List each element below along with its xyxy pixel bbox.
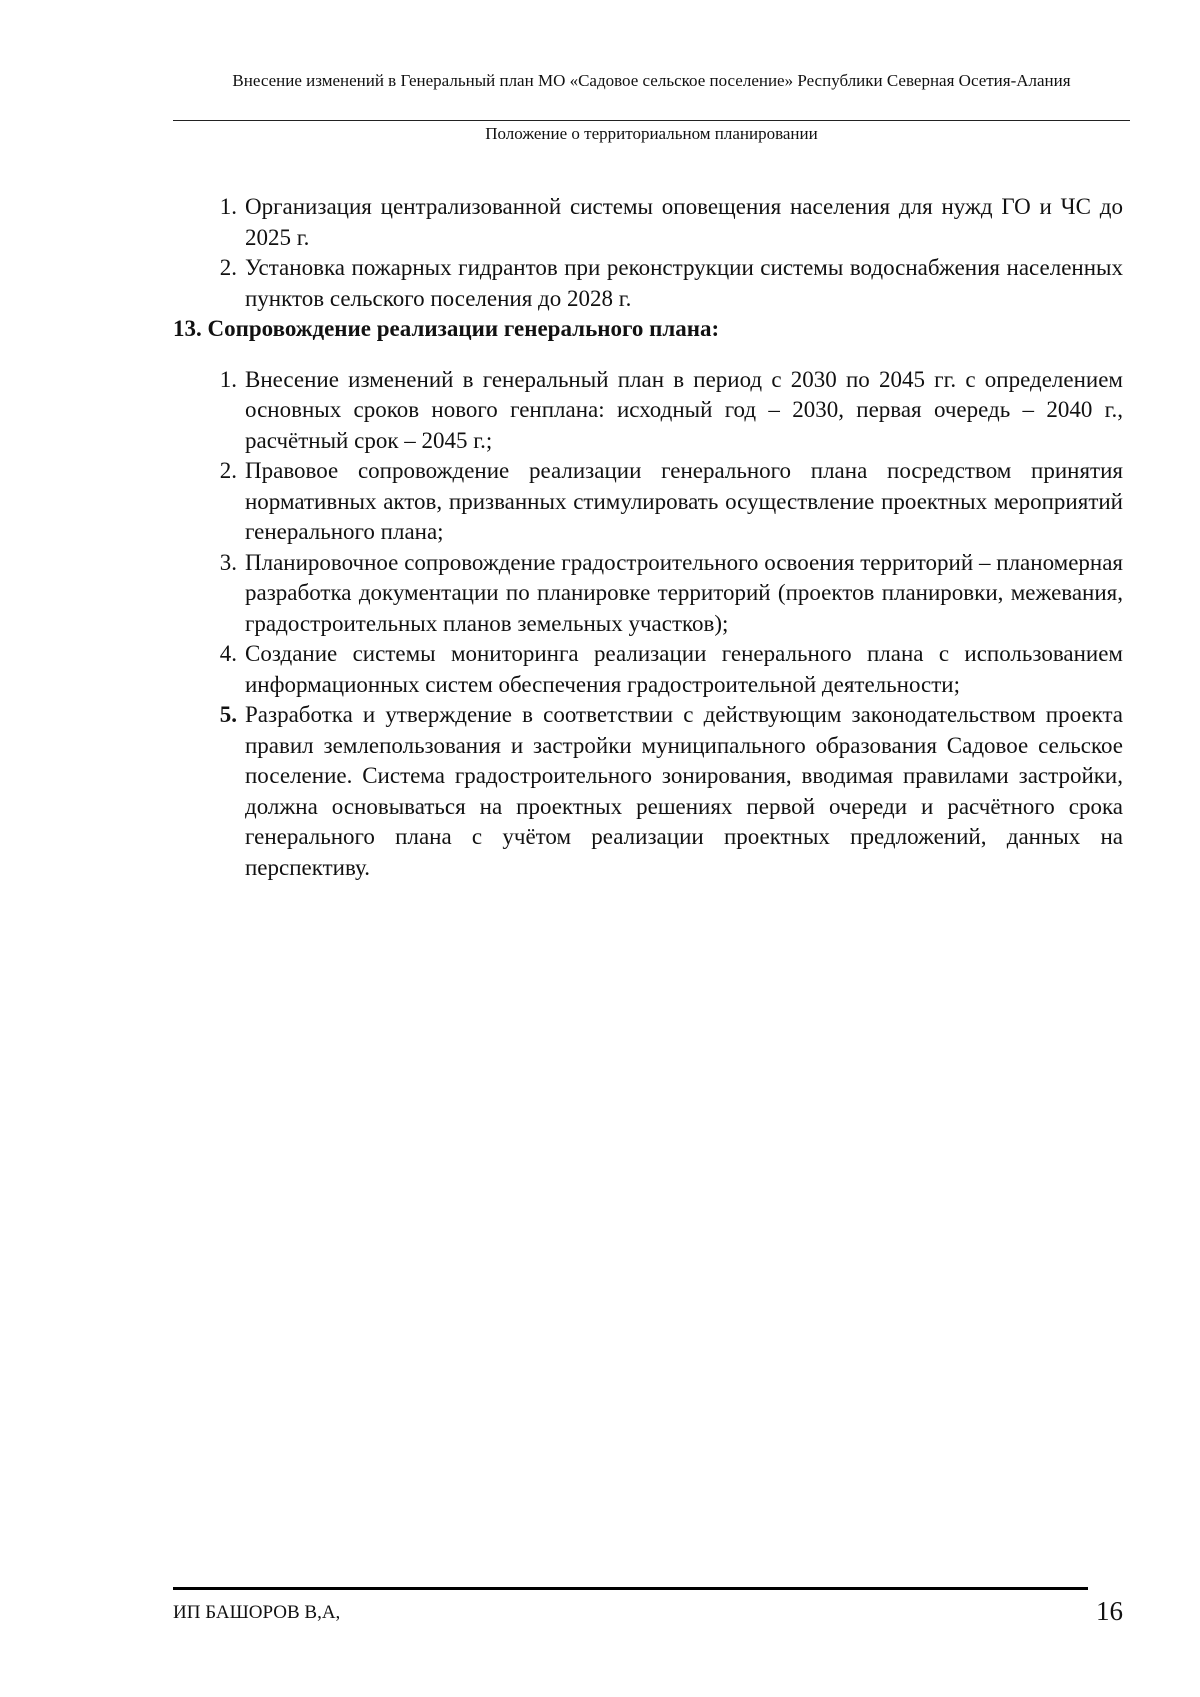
list-item <box>173 456 1123 548</box>
page-number: 16 <box>1096 1596 1123 1626</box>
list-item-number: 2. <box>219 255 237 280</box>
list-item <box>173 548 1123 640</box>
list-item-number: 1. <box>219 194 237 219</box>
document-body <box>173 192 1123 883</box>
list-item-number: 5. <box>219 702 237 727</box>
list-item <box>173 700 1123 883</box>
list-item-text: Разработка и утверждение в соответствии с действующим законодательством проекта правил землепользования и застройки муниципального образования Садовое сельское поселение. Система градостроительного зонирования, вводимая правилами застройки, должна основываться на проектных решениях первой очереди и расчётного срока генерального плана с учётом реализации проектных предложений, данных на перспективу. <box>245 702 1123 880</box>
section-heading: 13. Сопровождение реализации генерального плана: <box>173 316 720 341</box>
list-item-text: Организация централизованной системы оповещения населения для нужд ГО и ЧС до 2025 г. <box>245 194 1123 250</box>
list-item-text: Создание системы мониторинга реализации генерального плана с использованием информационных систем обеспечения градостроительной деятельности; <box>245 641 1123 697</box>
footer-divider <box>173 1587 1088 1590</box>
spacer <box>173 345 1123 365</box>
footer-author: ИП БАШОРОВ В,А, <box>173 1602 341 1623</box>
list-item-text: Внесение изменений в генеральный план в период с 2030 по 2045 гг. с определением основных сроков нового генплана: исходный год – 2030, первая очередь – 2040 г., расчётный срок – 2045 г.; <box>245 366 1123 453</box>
list-item-number: 1. <box>219 366 237 392</box>
list-item <box>173 192 1123 253</box>
list-item-text: Планировочное сопровождение градостроительного освоения территорий – планомерная разработка документации по планировке территорий (проектов планировки, межевания, градостроительных планов земельных участков); <box>245 549 1123 636</box>
page-header-subtitle: Положение о территориальном планировании <box>485 124 818 143</box>
page-header-title: Внесение изменений в Генеральный план МО «Садовое сельское поселение» Республики Северная Осетия-Алания <box>232 71 1071 90</box>
list-item-number: 4. <box>219 641 237 666</box>
list-item-text: Правовое сопровождение реализации генерального плана посредством принятия нормативных актов, призванных стимулировать осуществление проектных мероприятий генерального плана; <box>245 458 1123 544</box>
list-item-text: Установка пожарных гидрантов при реконструкции системы водоснабжения населенных пунктов сельского поселения до 2028 г. <box>245 255 1123 311</box>
list-item <box>173 253 1123 314</box>
list-item-number: 2. <box>219 458 237 483</box>
list-item <box>173 365 1123 457</box>
list-item-number: 3. <box>219 549 237 575</box>
list-item <box>173 639 1123 700</box>
header-divider <box>173 120 1130 121</box>
